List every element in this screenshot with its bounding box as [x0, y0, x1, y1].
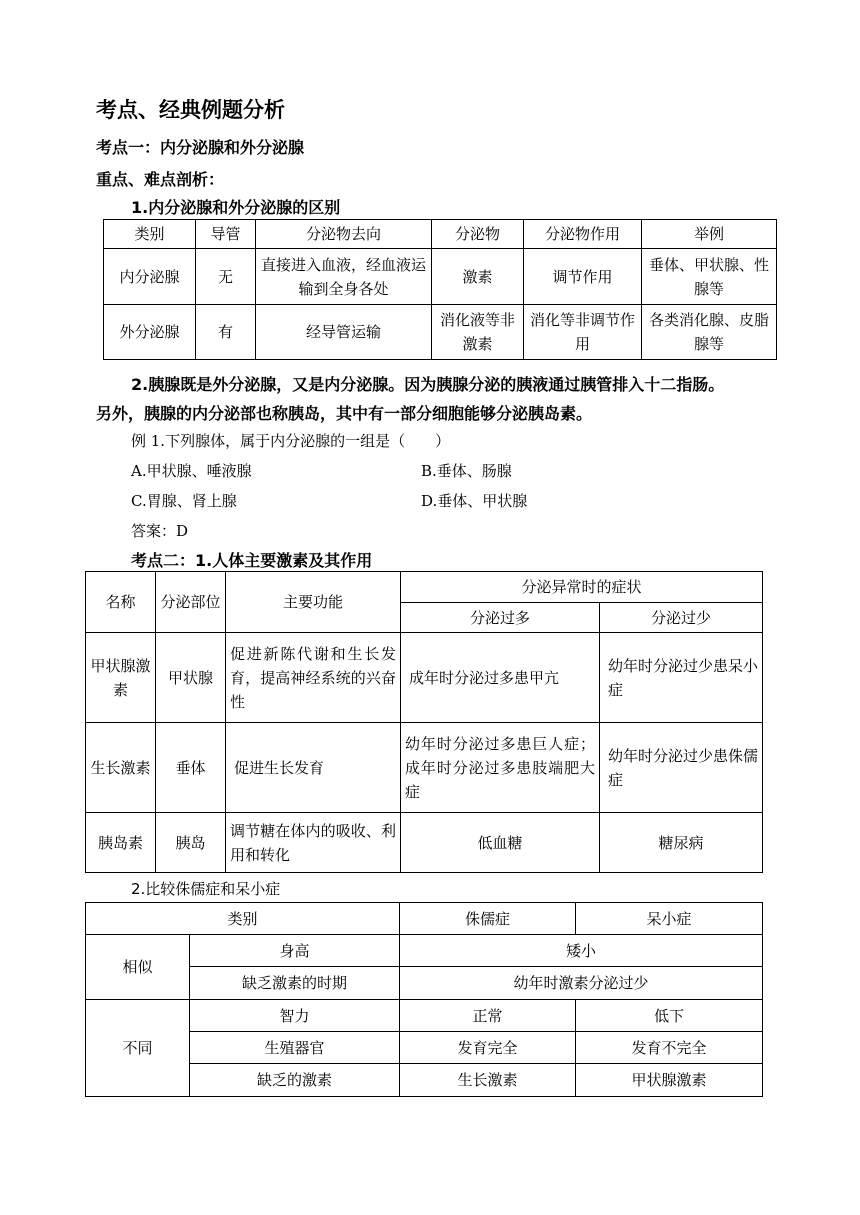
table-cell: 调节作用	[524, 249, 642, 305]
hormone-site: 垂体	[156, 723, 226, 813]
header-name: 名称	[86, 572, 156, 633]
hormone-table	[85, 571, 763, 873]
answer: 答案：D	[131, 522, 189, 540]
table-row	[104, 305, 777, 360]
section-heading-3: 2.比较侏儒症和呆小症	[131, 880, 281, 898]
hormone-deficit: 幼年时分泌过少患呆小症	[600, 633, 763, 723]
compare-item: 生殖器官	[190, 1032, 400, 1064]
dwarfism-cretinism-table	[85, 902, 763, 1097]
table-header-row	[104, 220, 777, 249]
table-row	[104, 249, 777, 305]
table-cell: 无	[196, 249, 256, 305]
section-heading-2: 考点二：1.人体主要激素及其作用	[131, 551, 373, 570]
hormone-site: 胰岛	[156, 813, 226, 873]
header-cell: 分泌物作用	[524, 220, 642, 249]
table-cell: 经导管运输	[256, 305, 432, 360]
header-function: 主要功能	[226, 572, 401, 633]
header-abnormal: 分泌异常时的症状	[401, 572, 763, 603]
option-c: C.胃腺、肾上腺	[131, 492, 237, 510]
table-cell: 有	[196, 305, 256, 360]
table-cell: 各类消化腺、皮脂腺等	[642, 305, 777, 360]
hormone-function: 促进新陈代谢和生长发育，提高神经系统的兴奋性	[226, 633, 401, 723]
note-paragraph-line1: 2.胰腺既是外分泌腺，又是内分泌腺。因为胰腺分泌的胰液通过胰管排入十二指肠。	[131, 375, 725, 394]
section-heading-1: 考点一：内分泌腺和外分泌腺	[96, 138, 305, 157]
compare-value: 幼年时激素分泌过少	[400, 967, 763, 1000]
hormone-deficit: 糖尿病	[600, 813, 763, 873]
option-b: B.垂体、肠腺	[421, 462, 512, 480]
header-cell: 分泌物去向	[256, 220, 432, 249]
option-a: A.甲状腺、唾液腺	[131, 462, 252, 480]
compare-value: 矮小	[400, 935, 763, 967]
similar-label: 相似	[86, 935, 190, 1000]
header-cell: 分泌物	[432, 220, 524, 249]
table-cell: 激素	[432, 249, 524, 305]
hormone-name: 胰岛素	[86, 813, 156, 873]
table-cell: 垂体、甲状腺、性腺等	[642, 249, 777, 305]
dwarfism-value: 正常	[400, 1000, 576, 1032]
note-paragraph-line2: 另外，胰腺的内分泌部也称胰岛，其中有一部分细胞能够分泌胰岛素。	[96, 404, 593, 423]
hormone-name: 生长激素	[86, 723, 156, 813]
header-category: 类别	[86, 903, 400, 935]
header-cell: 类别	[104, 220, 196, 249]
header-deficit: 分泌过少	[600, 603, 763, 633]
hormone-name: 甲状腺激素	[86, 633, 156, 723]
hormone-function: 调节糖在体内的吸收、利用和转化	[226, 813, 401, 873]
hormone-site: 甲状腺	[156, 633, 226, 723]
cretinism-value: 低下	[576, 1000, 763, 1032]
header-cell: 导管	[196, 220, 256, 249]
table-row	[86, 633, 763, 723]
gland-comparison-table	[103, 219, 777, 360]
hormone-excess: 低血糖	[401, 813, 600, 873]
compare-item: 缺乏的激素	[190, 1064, 400, 1097]
table-cell: 外分泌腺	[104, 305, 196, 360]
hormone-deficit: 幼年时分泌过少患侏儒症	[600, 723, 763, 813]
compare-item: 智力	[190, 1000, 400, 1032]
section-subheading: 重点、难点剖析：	[96, 170, 225, 189]
table-cell: 直接进入血液，经血液运输到全身各处	[256, 249, 432, 305]
table-cell: 消化等非调节作用	[524, 305, 642, 360]
hormone-excess: 幼年时分泌过多患巨人症；成年时分泌过多患肢端肥大症	[401, 723, 600, 813]
table-row	[86, 813, 763, 873]
header-dwarfism: 侏儒症	[400, 903, 576, 935]
compare-item: 缺乏激素的时期	[190, 967, 400, 1000]
cretinism-value: 甲状腺激素	[576, 1064, 763, 1097]
dwarfism-value: 生长激素	[400, 1064, 576, 1097]
table-row	[86, 723, 763, 813]
compare-item: 身高	[190, 935, 400, 967]
option-d: D.垂体、甲状腺	[421, 492, 528, 510]
example-question: 例 1.下列腺体，属于内分泌腺的一组是（ ）	[131, 432, 451, 450]
dwarfism-value: 发育完全	[400, 1032, 576, 1064]
page-title: 考点、经典例题分析	[96, 98, 285, 122]
table-cell: 内分泌腺	[104, 249, 196, 305]
different-label: 不同	[86, 1000, 190, 1097]
cretinism-value: 发育不完全	[576, 1032, 763, 1064]
hormone-excess: 成年时分泌过多患甲亢	[401, 633, 600, 723]
hormone-function: 促进生长发育	[226, 723, 401, 813]
header-excess: 分泌过多	[401, 603, 600, 633]
table1-title: 1.内分泌腺和外分泌腺的区别	[131, 198, 341, 217]
header-site: 分泌部位	[156, 572, 226, 633]
header-cretinism: 呆小症	[576, 903, 763, 935]
table-cell: 消化液等非激素	[432, 305, 524, 360]
header-cell: 举例	[642, 220, 777, 249]
